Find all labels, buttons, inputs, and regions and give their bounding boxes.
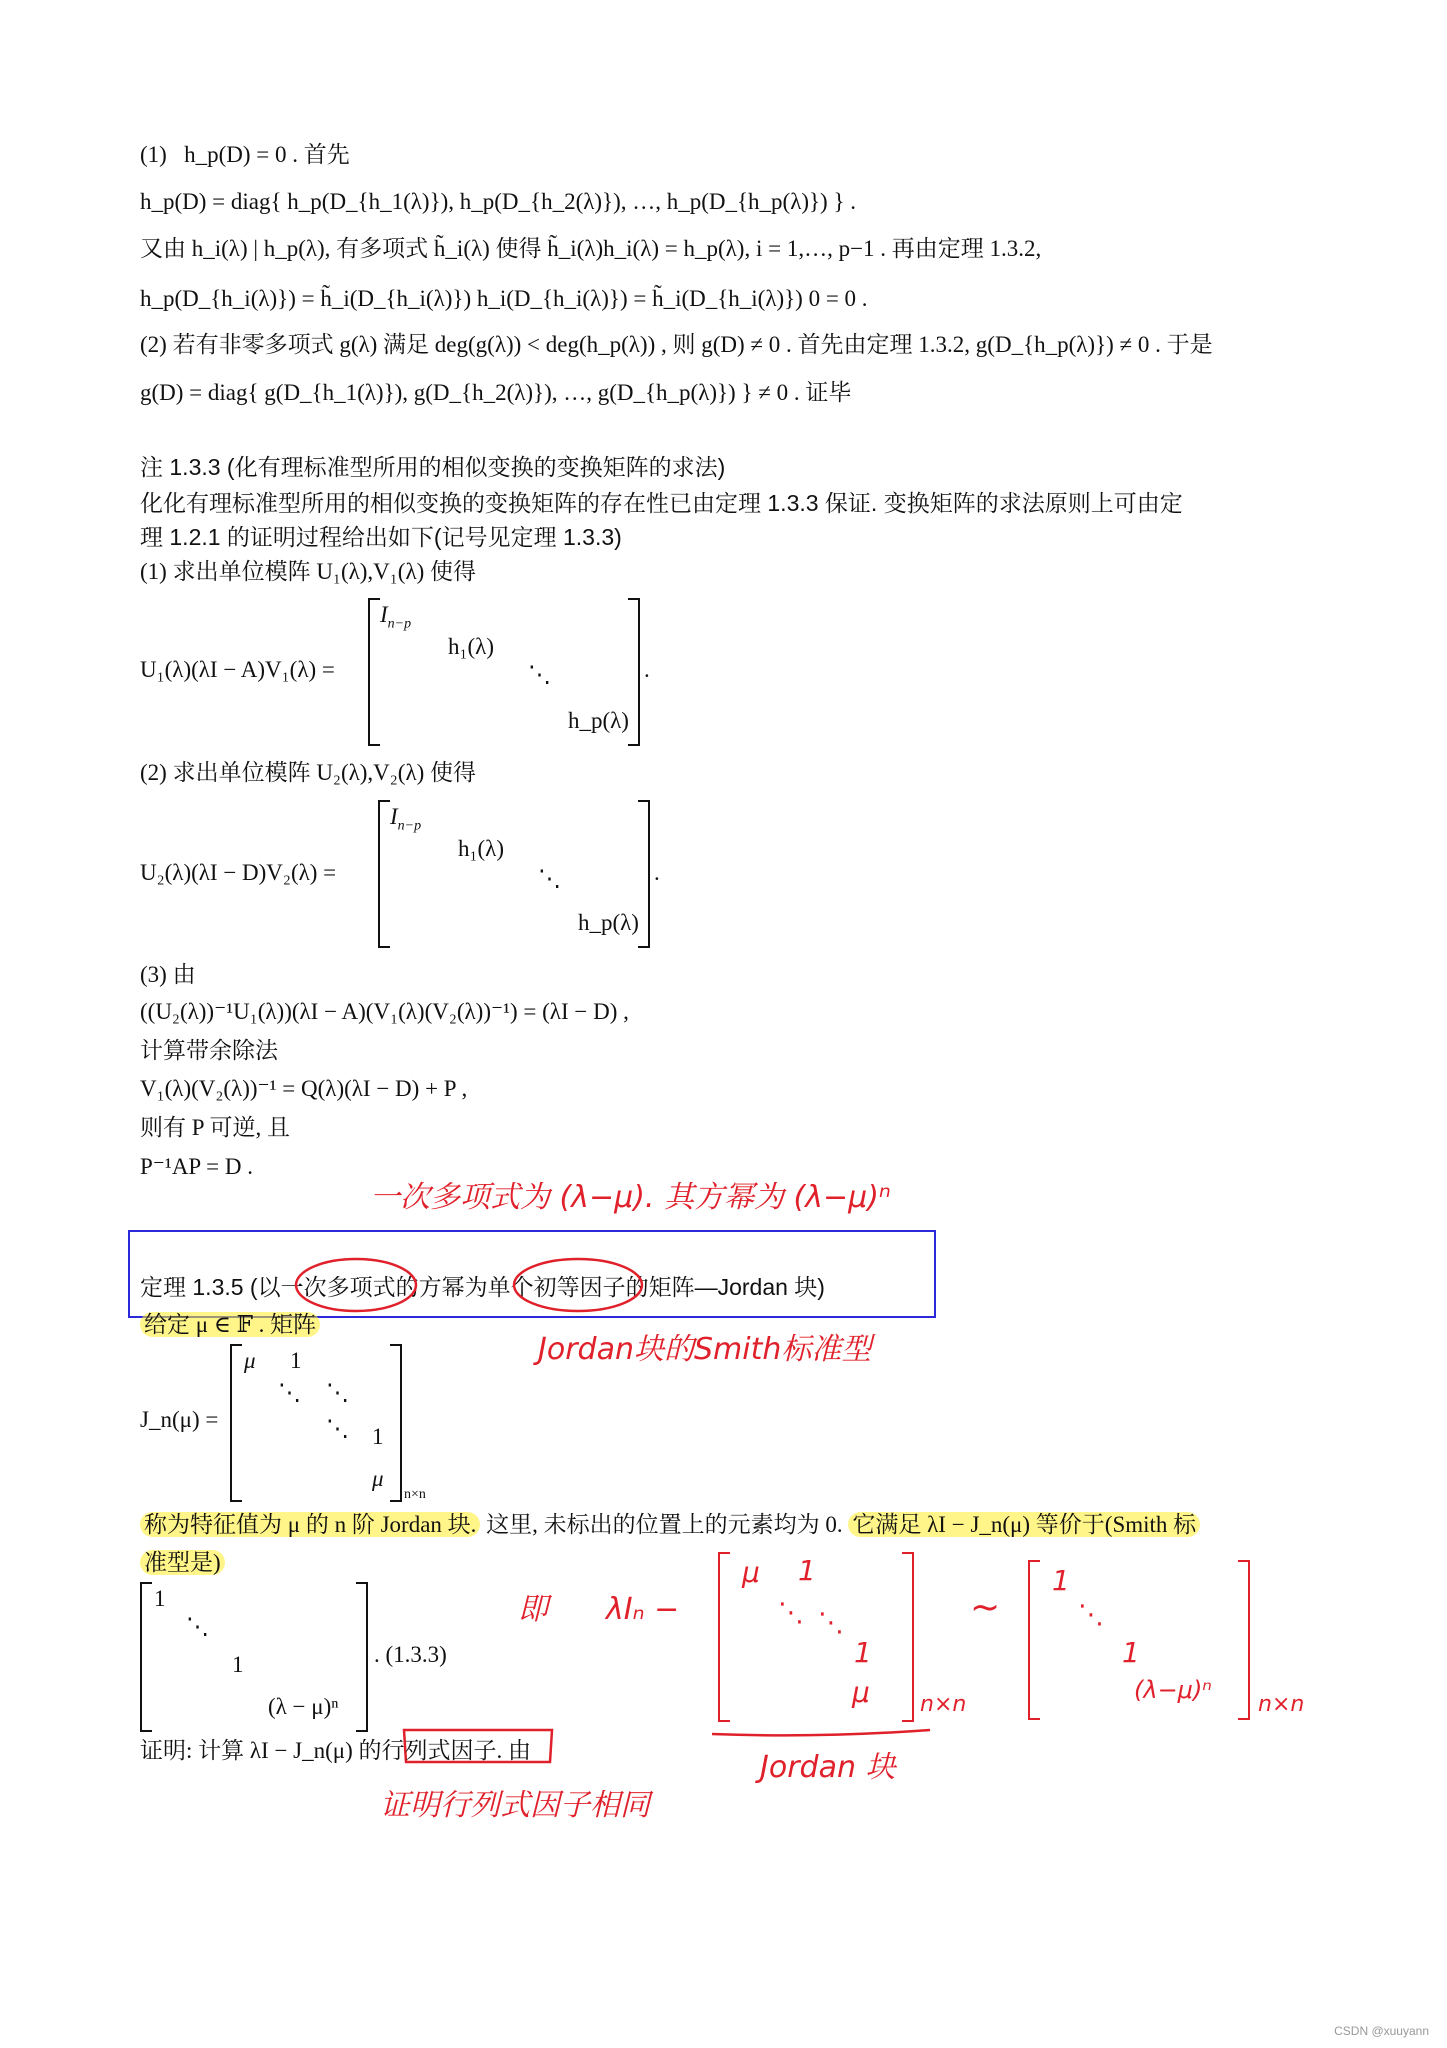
step1-period: . — [644, 657, 650, 682]
note-step1: (1) 求出单位模阵 U₁(λ),V₁(λ) 使得 — [140, 559, 477, 584]
item1-head-text: h_p(D) = 0 . 首先 — [184, 142, 350, 167]
annotation-lambda-i: λIₙ − — [606, 1592, 680, 1627]
mat-h1: h₁(λ) — [448, 634, 494, 659]
jn-dots-3: ⋱ — [326, 1416, 349, 1441]
red-smith-last: (λ−μ)ⁿ — [1134, 1676, 1212, 1704]
note-title: 注 1.3.3 (化有理标准型所用的相似变换的变换矩阵的求法) — [140, 454, 726, 480]
final-eq: P⁻¹AP = D . — [140, 1154, 253, 1179]
jn-mu-2: μ — [372, 1466, 384, 1491]
proof-boxed: 行列式因子. — [381, 1738, 503, 1763]
desc1-rest: 这里, 未标出的位置上的元素均为 0. — [480, 1512, 843, 1537]
smith-dots: ⋱ — [186, 1614, 209, 1639]
mat2-I-sub: n−p — [397, 818, 422, 834]
annotation-jordan-smith: Jordan块的Smith标准型 — [538, 1332, 872, 1367]
given-highlight: 给定 μ ∈ 𝔽 . 矩阵 — [140, 1312, 320, 1337]
watermark: CSDN @xuuyann — [1334, 2024, 1429, 2038]
jn-dots-2: ⋱ — [326, 1380, 349, 1405]
jn-lhs: J_n(μ) = — [140, 1407, 219, 1432]
red-mu-1: μ — [742, 1556, 760, 1589]
note-step2: (2) 求出单位模阵 U₂(λ),V₂(λ) 使得 — [140, 760, 477, 785]
mat2-dots: ⋱ — [538, 866, 561, 891]
then-text: 则有 P 可逆, 且 — [140, 1115, 290, 1140]
smith-one-2: 1 — [232, 1652, 244, 1677]
mat-hp: h_p(λ) — [568, 708, 629, 733]
red-one-2: 1 — [854, 1636, 872, 1669]
red-nxn-1: n×n — [920, 1692, 967, 1717]
desc1-highlight: 称为特征值为 μ 的 n 阶 Jordan 块. — [140, 1512, 480, 1537]
annotation-prove: 证明行列式因子相同 — [380, 1788, 650, 1823]
jn-size: n×n — [404, 1487, 426, 1502]
desc1-highlight2: 它满足 λI − J_n(μ) 等价于(Smith 标 — [848, 1512, 1200, 1537]
step3-eq: ((U₂(λ))⁻¹U₁(λ))(λI − A)(V₁(λ)(V₂(λ))⁻¹) = (λI − D) , — [140, 999, 629, 1024]
item2-eq: g(D) = diag{ g(D_{h_1(λ)}), g(D_{h_2(λ)}), …, g(D_{h_p(λ)}) } ≠ 0 . 证毕 — [140, 380, 852, 405]
red-mu-2: μ — [852, 1676, 870, 1709]
calc-text: 计算带余除法 — [140, 1038, 278, 1063]
desc2-highlight: 准型是) — [140, 1550, 225, 1575]
mat2-I: I — [390, 804, 398, 829]
mat-I: I — [380, 602, 388, 627]
note-line1: 化化有理标准型所用的相似变换的变换矩阵的存在性已由定理 1.3.3 保证. 变换矩阵的求法原则上可由定 — [140, 490, 1183, 516]
smith-one-1: 1 — [154, 1586, 166, 1611]
theorem-title: 定理 1.3.5 (以一次多项式的方幂为单个初等因子的矩阵—Jordan 块) — [140, 1274, 825, 1300]
item1-diag: h_p(D) = diag{ h_p(D_{h_1(λ)}), h_p(D_{h_2(λ)}), …, h_p(D_{h_p(λ)}) } . — [140, 189, 857, 214]
item1-eq: h_p(D_{h_i(λ)}) = h̃_i(D_{h_i(λ)}) h_i(D_{h_i(λ)}) = h̃_i(D_{h_i(λ)}) 0 = 0 . — [140, 286, 868, 311]
red-one-1: 1 — [798, 1554, 816, 1587]
calc-eq: V₁(λ)(V₂(λ))⁻¹ = Q(λ)(λI − D) + P , — [140, 1076, 468, 1101]
red-dots-1: ⋱ — [778, 1598, 804, 1628]
red-nxn-2: n×n — [1258, 1692, 1305, 1717]
jn-mu-1: μ — [244, 1348, 256, 1373]
item1-text: 又由 h_i(λ) | h_p(λ), 有多项式 h̃_i(λ) 使得 h̃_i(λ)h_i(λ) = h_p(λ), i = 1,…, p−1 . 再由定理 1.3.2, — [140, 236, 1042, 261]
mat-I-sub: n−p — [387, 616, 412, 632]
proof-prefix: 证明: 计算 λI − J_n(μ) 的 — [140, 1738, 382, 1763]
step2-lhs: U₂(λ)(λI − D)V₂(λ) = — [140, 860, 337, 885]
mat-dots: ⋱ — [528, 662, 551, 687]
annotation-jordan-block: Jordan 块 — [760, 1750, 896, 1785]
annotation-ji: 即 — [518, 1592, 548, 1627]
red-tilde: ~ — [970, 1587, 1001, 1628]
jn-dots-1: ⋱ — [278, 1380, 301, 1405]
mat2-h1: h₁(λ) — [458, 836, 504, 861]
step1-lhs: U₁(λ)(λI − A)V₁(λ) = — [140, 657, 335, 682]
red-smith-one-1: 1 — [1052, 1564, 1070, 1597]
mat2-hp: h_p(λ) — [578, 910, 639, 935]
red-smith-one-2: 1 — [1122, 1636, 1140, 1669]
red-smith-dots: ⋱ — [1078, 1600, 1104, 1630]
step2-period: . — [654, 860, 660, 885]
item1-label: (1) — [140, 142, 167, 167]
red-dots-2: ⋱ — [818, 1608, 844, 1638]
note-line2: 理 1.2.1 的证明过程给出如下(记号见定理 1.3.3) — [140, 524, 622, 550]
annotation-top: 一次多项式为 (λ−μ). 其方幂为 (λ−μ)ⁿ — [370, 1180, 891, 1215]
proof-suffix: 由 — [502, 1738, 532, 1763]
eq-number: . (1.3.3) — [374, 1642, 447, 1667]
proof-line — [140, 1736, 531, 1766]
item2-text: (2) 若有非零多项式 g(λ) 满足 deg(g(λ)) < deg(h_p(λ)) , 则 g(D) ≠ 0 . 首先由定理 1.3.2, g(D_{h_p(λ)}) ≠ 0 . 于是 — [140, 332, 1213, 357]
note-step3: (3) 由 — [140, 962, 196, 987]
smith-last: (λ − μ)ⁿ — [268, 1694, 339, 1719]
jn-one-2: 1 — [372, 1424, 384, 1449]
jn-one-1: 1 — [290, 1348, 302, 1373]
